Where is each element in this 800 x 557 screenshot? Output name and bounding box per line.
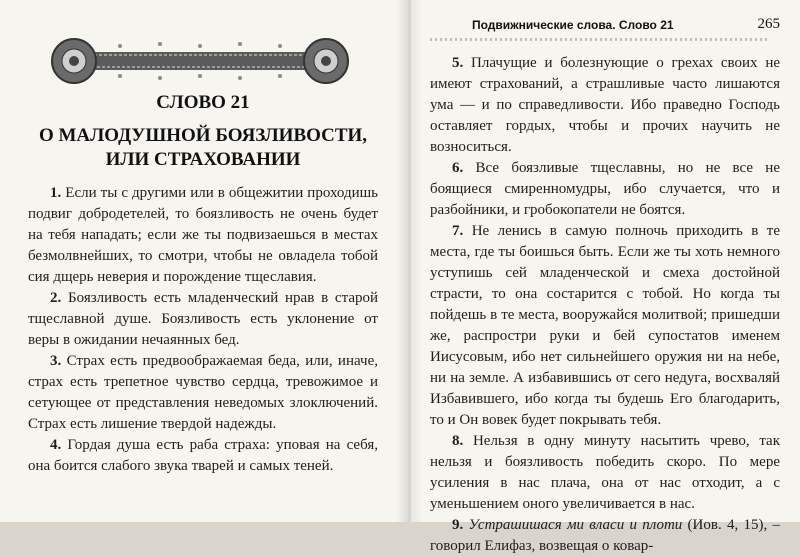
paragraph (430, 515, 780, 557)
paragraph-number: 3. (50, 353, 62, 369)
paragraph (430, 53, 780, 158)
paragraph-number: 5. (452, 55, 464, 71)
paragraph-number: 9. (452, 517, 464, 533)
paragraph-text: Все боязливые тщеславны, но не все не боящиеся смиренномудры, ибо случается, что и разбойники, и гробокопатели не боятся. (430, 160, 780, 218)
paragraph (430, 221, 780, 431)
paragraph-number: 2. (50, 290, 62, 306)
right-page (430, 0, 782, 554)
right-body-text (430, 53, 780, 557)
paragraph-text: (Иов. 4, 15), – говорил Елифаз, возвещая о ковар- (430, 517, 781, 554)
scripture-quote: Устрашишася ми власи и плоти (468, 517, 683, 533)
paragraph-number: 6. (452, 160, 464, 176)
ornamental-headpiece (50, 34, 350, 90)
paragraph-text: Если ты с другими или в общежитии проходишь подвиг добродетелей, то боязливость не очень будет на тебя нападать; если же ты подвизаешься в местах безмолвнейших, то смотри, чтобы не овладела тобой сия дщерь неверия и порождение тщеславия. (28, 185, 379, 285)
running-head: Подвижнические слова. Слово 21 (472, 18, 674, 32)
chapter-number: СЛОВО 21 (156, 92, 250, 113)
paragraph-text: Гордая душа есть раба страха: уповая на себя, она боится слабого звука тварей и самых теней. (28, 437, 379, 474)
paragraph-text: Страх есть предвоображаемая беда, или, иначе, страх есть трепетное чувство сердца, тревожимое и сетующее от представления неведомых злоключений. Страх есть лишение твердой надежды. (28, 353, 378, 432)
left-body-text (28, 183, 378, 477)
chapter-title (22, 124, 384, 172)
paragraph (28, 288, 378, 351)
book-gutter (396, 0, 422, 522)
paragraph (28, 435, 378, 477)
paragraph-number: 1. (50, 185, 62, 201)
paragraph-text: Боязливость есть младенческий нрав в старой тщеславной душе. Боязливость есть уклонение от веры в ожидании нечаянных бед. (28, 290, 379, 348)
paragraph (28, 183, 378, 288)
paragraph (28, 351, 378, 435)
paragraph-text: Нельзя в одну минуту насытить чрево, так нельзя и боязливость победить скоро. По мере усиления в нас плача, она от нас отходит, а с уменьшением оного увеличивается в нас. (430, 433, 781, 512)
chapter-title-line-1: О МАЛОДУШНОЙ БОЯЗЛИВОСТИ, (38, 125, 368, 146)
header-rule (430, 38, 770, 41)
paragraph-number: 7. (452, 223, 464, 239)
left-page (22, 0, 384, 522)
page-number: 265 (757, 16, 780, 32)
paragraph (430, 431, 780, 515)
paragraph-number: 4. (50, 437, 62, 453)
chapter-title-line-2: ИЛИ СТРАХОВАНИИ (105, 149, 301, 170)
paragraph (430, 158, 780, 221)
paragraph-text: Плачущие и болезнующие о грехах своих не имеют страхований, а страшливые часто лишаются ума — и по справедливости. Ибо праведно Господь оставляет гордых, чтобы и прочих научить не возноситься. (430, 55, 781, 155)
paragraph-number: 8. (452, 433, 464, 449)
paragraph-text: Не ленись в самую полночь приходить в те места, где ты боишься быть. Если же ты хоть немного уступишь сей младенческой и смеха достойной страсти, то она состарится с тобой. Но когда ты пойдешь в те места, вооружайся молитвой; пришедши же, распростри руки и бей супостатов именем Иисусовым, ибо нет сильнейшего оружия ни на небе, ни на земле. А избавившись от сего недуга, восхваляй Избавившего, ибо когда ты будешь Его благодарить, то и Он вовек будет покрывать тебя. (430, 223, 780, 428)
